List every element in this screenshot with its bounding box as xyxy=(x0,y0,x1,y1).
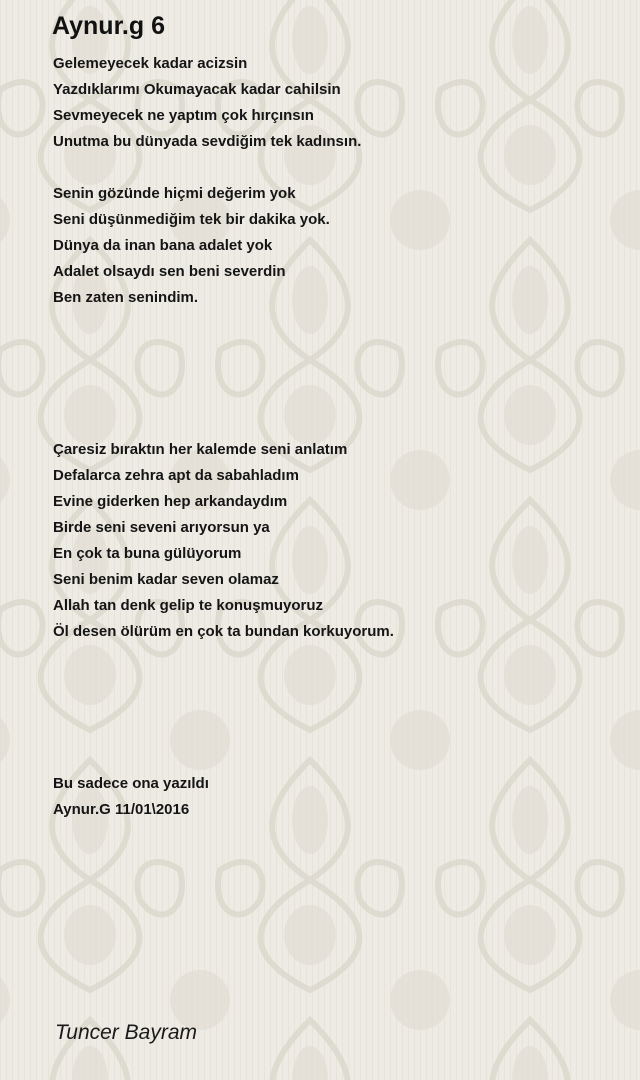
poem-line: Adalet olsaydı sen beni severdin xyxy=(53,263,286,280)
poem-line: Öl desen ölürüm en çok ta bundan korkuyorum. xyxy=(53,623,394,640)
poem-line: Defalarca zehra apt da sabahladım xyxy=(53,467,299,484)
poem-line: Aynur.G 11/01\2016 xyxy=(53,801,190,818)
poem-line: Sevmeyecek ne yaptım çok hırçınsın xyxy=(53,107,314,124)
poem-line: Senin gözünde hiçmi değerim yok xyxy=(53,185,296,202)
poem-line: Çaresiz bıraktın her kalemde seni anlatım xyxy=(53,441,348,458)
poem-line: Dünya da inan bana adalet yok xyxy=(53,237,273,254)
poem-line: Bu sadece ona yazıldı xyxy=(53,775,209,792)
poem-line: Seni düşünmediğim tek bir dakika yok. xyxy=(53,211,330,228)
poem-line: Yazdıklarımı Okumayacak kadar cahilsin xyxy=(53,81,341,98)
poem-line: En çok ta buna gülüyorum xyxy=(53,545,242,562)
poem-line: Unutma bu dünyada sevdiğim tek kadınsın. xyxy=(53,133,362,150)
poem-line: Evine giderken hep arkandaydım xyxy=(53,493,288,510)
poem-line: Gelemeyecek kadar acizsin xyxy=(53,55,248,72)
poem-title: Aynur.g 6 xyxy=(52,12,165,40)
poem-line: Birde seni seveni arıyorsun ya xyxy=(53,519,270,536)
author-name: Tuncer Bayram xyxy=(55,1021,197,1044)
poem-line: Ben zaten senindim. xyxy=(53,289,199,306)
poem-line: Seni benim kadar seven olamaz xyxy=(53,571,279,588)
poem-line: Allah tan denk gelip te konuşmuyoruz xyxy=(53,597,324,614)
